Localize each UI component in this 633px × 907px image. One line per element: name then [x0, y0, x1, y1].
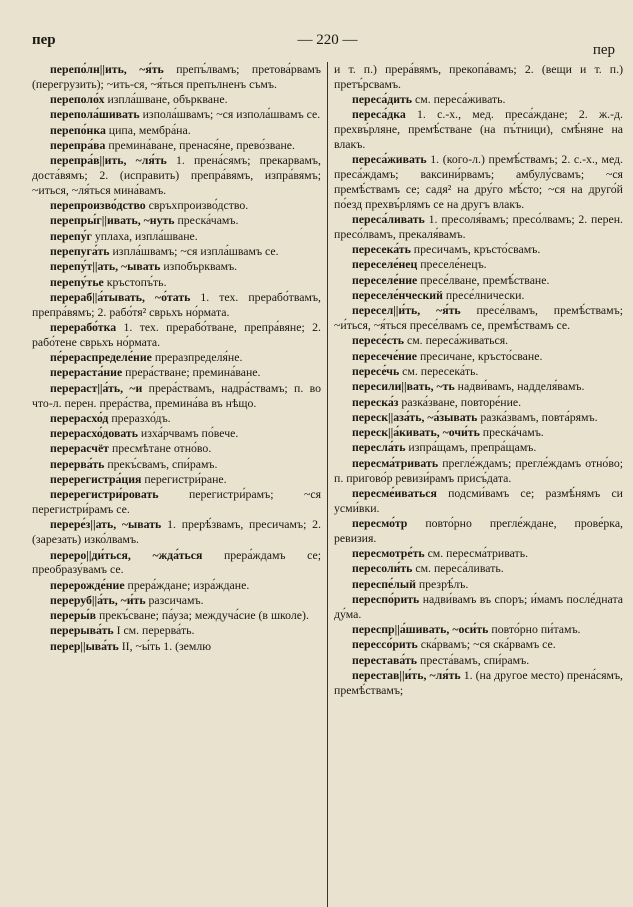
dictionary-entry — [32, 153, 321, 197]
entry-definition: свръхпроизво́дство. — [148, 198, 249, 213]
dictionary-entry — [32, 381, 321, 411]
dictionary-entry — [334, 379, 623, 394]
entry-headword: перепу́т||ать, ~ывать — [50, 259, 161, 274]
dictionary-entry — [32, 593, 321, 608]
dictionary-entry — [32, 441, 321, 456]
entry-definition: надви́вамъ въ споръ; и́мамъ после́дната ду́ма. — [334, 591, 623, 621]
dictionary-entry — [334, 212, 623, 242]
entry-definition: преселе́нецъ. — [420, 257, 487, 272]
dictionary-entry — [32, 290, 321, 320]
dictionary-entry — [334, 92, 623, 107]
dictionary-entry — [334, 107, 623, 151]
dictionary-entry — [334, 333, 623, 348]
entry-headword: переро||ди́ться, ~жда́ться — [50, 547, 203, 562]
dictionary-entry — [334, 273, 623, 288]
entry-headword: переруб||а́ть, ~и́ть — [50, 592, 146, 607]
entry-definition: см. переса́живать. — [415, 92, 506, 107]
dictionary-entry — [32, 426, 321, 441]
entry-headword: переса́дить — [352, 92, 413, 107]
entry-definition: пресмѣтане отно́во. — [111, 441, 212, 456]
entry-definition: подсми́вамъ се; размѣ́нямъ си усми́вки. — [334, 485, 623, 515]
entry-definition: преста́вамъ, спи́рамъ. — [420, 652, 530, 667]
entry-definition: пресичане, кръсто́сване. — [419, 348, 543, 363]
entry-definition: разсичамъ. — [148, 592, 204, 607]
entry-definition: прера́ждане; изра́ждане. — [127, 577, 250, 592]
entry-definition: презрѣ́лъ. — [418, 576, 469, 591]
entry-headword: пересе́сть — [352, 333, 405, 348]
entry-headword: перерабо́тка — [50, 320, 117, 335]
dictionary-entry — [32, 62, 321, 92]
entry-headword: перераст||а́ть, ~и — [50, 380, 143, 395]
entry-headword: перераб||а́тывать, ~о́тать — [50, 289, 191, 304]
entry-definition: премина́ване, пренася́не, прево́зване. — [108, 137, 295, 152]
dictionary-entry — [334, 561, 623, 576]
entry-definition: изпла́шване, объркване. — [107, 92, 228, 107]
entry-headword: перепра́в||ить, ~ля́ть — [50, 153, 167, 168]
dictionary-entry — [32, 411, 321, 426]
entry-headword: перерегистри́ровать — [50, 487, 159, 502]
dictionary-entry — [32, 259, 321, 274]
dictionary-entry — [32, 487, 321, 517]
entry-definition: I см. перерва́ть. — [116, 623, 195, 638]
entry-definition: пресе́лвамъ, премѣ́ствамъ; ~и́ться, ~я́ться пресе́лвамъ се, премѣ́ствамъ се. — [334, 303, 623, 333]
dictionary-entry — [32, 92, 321, 107]
entry-definition: уплаха, изпла́шване. — [94, 228, 198, 243]
entry-headword: переса́живать — [352, 152, 427, 167]
dictionary-entry — [334, 440, 623, 455]
dictionary-entry — [32, 365, 321, 380]
dictionary-entry — [32, 138, 321, 153]
dictionary-entry — [334, 242, 623, 257]
entry-definition: пресе́лнически. — [445, 287, 525, 302]
entry-headword: перепроизво́дство — [50, 198, 146, 213]
entry-headword: перерожде́ние — [50, 577, 125, 592]
dictionary-entry — [32, 320, 321, 350]
entry-headword: перерасчёт — [50, 441, 109, 456]
entry-definition: 1. (на другое место) прена́сямъ, премѣ́ствамъ; — [334, 667, 623, 697]
entry-headword: перестава́ть — [352, 652, 418, 667]
entry-definition: повто́рно прегле́ждане, прове́рка, ревизия. — [334, 515, 623, 545]
entry-definition: изпобърквамъ. — [163, 259, 238, 274]
dictionary-entry — [32, 229, 321, 244]
entry-headword: перерыва́ть — [50, 623, 114, 638]
entry-definition: прекъ́сване; па́уза; междуча́сие (в школе). — [98, 608, 309, 623]
dictionary-entry — [334, 288, 623, 303]
entry-definition: см. пересма́тривать. — [427, 546, 529, 560]
entry-definition: преразпределя́не. — [154, 350, 243, 365]
entry-headword: переполо́х — [50, 92, 105, 107]
text-columns — [32, 62, 623, 905]
header-right-guide-word: пер — [592, 42, 615, 58]
dictionary-entry — [32, 213, 321, 228]
entry-definition: ска́рвамъ; ~ся ска́рвамъ се. — [420, 637, 556, 652]
dictionary-entry — [334, 622, 623, 637]
entry-headword: пе́рераспределе́ние — [50, 350, 152, 365]
entry-definition: 1. прена́сямъ; прекарвамъ, доста́вямъ; 2. (исправить) препра́вямъ, изпра́вямъ; ~иться, ~ля́ться мина́вамъ. — [32, 153, 321, 197]
header-left-guide-word: пер — [32, 32, 56, 48]
dictionary-entry — [334, 516, 623, 546]
dictionary-entry — [334, 456, 623, 486]
left-column — [32, 62, 327, 905]
entry-definition: 1. (кого-л.) премѣ́ствамъ; 2. с.-х., мед. преса́ждамъ; ваксини́рвамъ; амбулу́свамъ; ~ся премѣ́ствамъ се; садя² на дру́го мѣ́сто; ~ся на друго́й по́езд прехвъ́рлямъ се на другъ влакъ. — [334, 152, 623, 211]
entry-headword: пересме́иваться — [352, 485, 437, 500]
entry-definition: ципа, мембра́на. — [108, 122, 191, 137]
entry-headword: переселе́нческий — [352, 287, 443, 302]
entry-headword: переспе́лый — [352, 576, 416, 591]
dictionary-entry — [334, 364, 623, 379]
dictionary-entry — [334, 410, 623, 425]
entry-definition: повто́рно пи́тамъ. — [491, 621, 581, 636]
dictionary-entry — [32, 623, 321, 638]
entry-headword: перепу́г — [50, 228, 92, 243]
dictionary-entry — [32, 350, 321, 365]
entry-headword: перерасхо́довать — [50, 426, 138, 441]
entry-headword: перепуга́ть — [50, 244, 110, 259]
dictionary-entry — [334, 425, 623, 440]
entry-headword: пересмотре́ть — [352, 546, 425, 560]
dictionary-entry — [32, 517, 321, 547]
entry-headword: переры́в — [50, 608, 96, 623]
dictionary-entry — [32, 244, 321, 259]
entry-definition: 1. прерѣ́звамъ, пресичамъ; 2. (зарезать) изко́лвамъ. — [32, 517, 321, 547]
entry-headword: переспр||а́шивать, ~оси́ть — [352, 621, 489, 636]
entry-definition: преразхо́дъ. — [111, 410, 171, 425]
dictionary-entry — [32, 275, 321, 290]
entry-headword: перессо́рить — [352, 637, 418, 652]
dictionary-entry — [32, 457, 321, 472]
entry-definition: см. пересека́ть. — [402, 363, 479, 378]
page-header — [32, 32, 623, 58]
entry-headword: пересоли́ть — [352, 561, 413, 576]
entry-definition: кръстопъ́ть. — [106, 274, 167, 289]
entry-definition: перегистри́ране. — [144, 472, 227, 487]
entry-definition: прера́стване; премина́ване. — [125, 365, 261, 380]
entry-definition: прера́ствамъ, надра́ствамъ; п. во что-л. перен. прера́ства, премина́ва въ нѣщо. — [32, 380, 321, 410]
entry-definition: 1. тех. прерабо́тване, препра́вяне; 2. рабо́тене сврьхъ но́рмата. — [32, 320, 321, 349]
entry-headword: переска́з — [352, 394, 399, 409]
dictionary-entry — [32, 578, 321, 593]
entry-headword: перепо́нка — [50, 122, 106, 137]
page-number: — 220 — — [297, 32, 358, 48]
entry-headword: переселе́нец — [352, 257, 418, 272]
dictionary-entry — [32, 608, 321, 623]
dictionary-entry — [32, 198, 321, 213]
entry-definition: пресе́лване, премѣ́стване. — [420, 272, 550, 287]
dictionary-entry — [32, 107, 321, 122]
entry-headword: перерасхо́д — [50, 410, 109, 425]
dictionary-entry — [334, 577, 623, 592]
entry-definition: II, ~ы́ть 1. (землю — [121, 638, 212, 653]
dictionary-entry — [32, 123, 321, 138]
entry-headword: перепры́г||ивать, ~нуть — [50, 213, 175, 228]
entry-definition: изпра́щамъ, препра́щамъ. — [408, 440, 537, 455]
entry-headword: перере́з||ать, ~ывать — [50, 517, 162, 532]
dictionary-entry — [334, 303, 623, 333]
entry-definition: см. переса́ливать. — [415, 561, 504, 576]
entry-definition: прера́ждамъ се; преобразу́вамъ се. — [32, 547, 321, 577]
entry-definition: разка́зване, повторе́ние. — [401, 394, 522, 409]
entry-definition: 1. тех. прерабо́твамъ, препра́вямъ; 2. рабо́тя² сврьхъ но́рмата. — [32, 289, 322, 319]
entry-definition: надви́вамъ, надделя́вамъ. — [457, 379, 585, 394]
entry-definition: перегистри́рамъ; ~ся перегистри́рамъ се. — [32, 487, 321, 517]
entry-headword: перепу́тье — [50, 274, 104, 289]
entry-headword: пересече́ние — [352, 348, 418, 363]
entry-headword: перерва́ть — [50, 456, 105, 471]
entry-headword: перестав||и́ть, ~ля́ть — [352, 667, 461, 682]
dictionary-entry — [334, 486, 623, 516]
entry-definition: 1. с.-х., мед. преса́ждане; 2. ж.-д. прехвъ́рляне, премѣ́стване (на пъ́тници), смѣ́няне на влакъ. — [334, 107, 623, 151]
entry-headword: пересе́чь — [352, 363, 400, 378]
dictionary-entry — [334, 546, 623, 561]
entry-headword: пересма́тривать — [352, 455, 439, 470]
entry-headword: пересла́ть — [352, 440, 406, 455]
dictionary-entry — [334, 257, 623, 272]
entry-headword: пересека́ть — [352, 242, 411, 257]
entry-headword: пересили||вать, ~ть — [352, 379, 455, 394]
entry-definition: преска́чамъ. — [177, 213, 239, 228]
entry-headword: перераста́ние — [50, 365, 123, 380]
entry-headword: перерегистра́ция — [50, 472, 142, 487]
entry-definition: изпола́швамъ; ~ся изпола́швамъ се. — [142, 107, 321, 122]
dictionary-entry — [32, 639, 321, 654]
entry-headword: переселе́ние — [352, 272, 418, 287]
entry-headword: пересел||и́ть, ~я́ть — [352, 303, 461, 318]
dictionary-entry — [32, 472, 321, 487]
entry-headword: перер||ыва́ть — [50, 638, 119, 653]
dictionary-entry — [32, 548, 321, 578]
dictionary-entry — [334, 653, 623, 668]
entry-headword: пересмо́тр — [352, 515, 408, 530]
entry-definition: пресичамъ, кръсто́свамъ. — [413, 242, 541, 257]
dictionary-entry — [334, 152, 623, 211]
entry-definition: изха́рчвамъ по́вече. — [140, 426, 239, 441]
right-column — [328, 62, 623, 905]
entry-definition: разка́звамъ, повта́рямъ. — [480, 409, 598, 424]
entry-definition: прегле́ждамъ; прегле́ждамъ отно́во; п. пригово́р ревизи́рамъ присъ́дата. — [334, 455, 623, 485]
dictionary-entry — [334, 668, 623, 698]
entry-definition: препъ́лвамъ; претова́рвамъ (перегрузить); ~ить-ся, ~я́ться препълненъ съмъ. — [32, 62, 321, 91]
dictionary-entry — [334, 637, 623, 652]
entry-headword: переса́ливать — [352, 211, 425, 226]
entry-headword: перепола́шивать — [50, 107, 140, 122]
dictionary-entry — [334, 395, 623, 410]
entry-definition: прекъ́свамъ, спи́рамъ. — [107, 456, 218, 471]
entry-definition: и т. п.) прера́вямъ, прекопа́вамъ; 2. (вещи и т. п.) претъ́рсвамъ. — [334, 62, 623, 91]
entry-headword: переспо́рить — [352, 591, 420, 606]
entry-headword: переск||аза́ть, ~а́зывать — [352, 409, 478, 424]
entry-definition: см. переса́живаться. — [406, 333, 509, 348]
dictionary-entry — [334, 592, 623, 622]
dictionary-entry — [334, 349, 623, 364]
entry-definition: преска́чамъ. — [482, 425, 544, 440]
entry-headword: перепо́лн||ить, ~я́ть — [50, 62, 164, 76]
entry-headword: перепра́ва — [50, 137, 106, 152]
entry-definition: изпла́швамъ; ~ся изпла́швамъ се. — [112, 244, 279, 259]
dictionary-entry — [334, 62, 623, 92]
entry-headword: переск||а́кивать, ~очи́ть — [352, 425, 480, 440]
entry-headword: переса́дка — [352, 107, 406, 122]
entry-definition: 1. пресоля́вамъ; пресо́лвамъ; 2. перен. пресо́лвамъ, прекаля́вамъ. — [334, 211, 623, 241]
